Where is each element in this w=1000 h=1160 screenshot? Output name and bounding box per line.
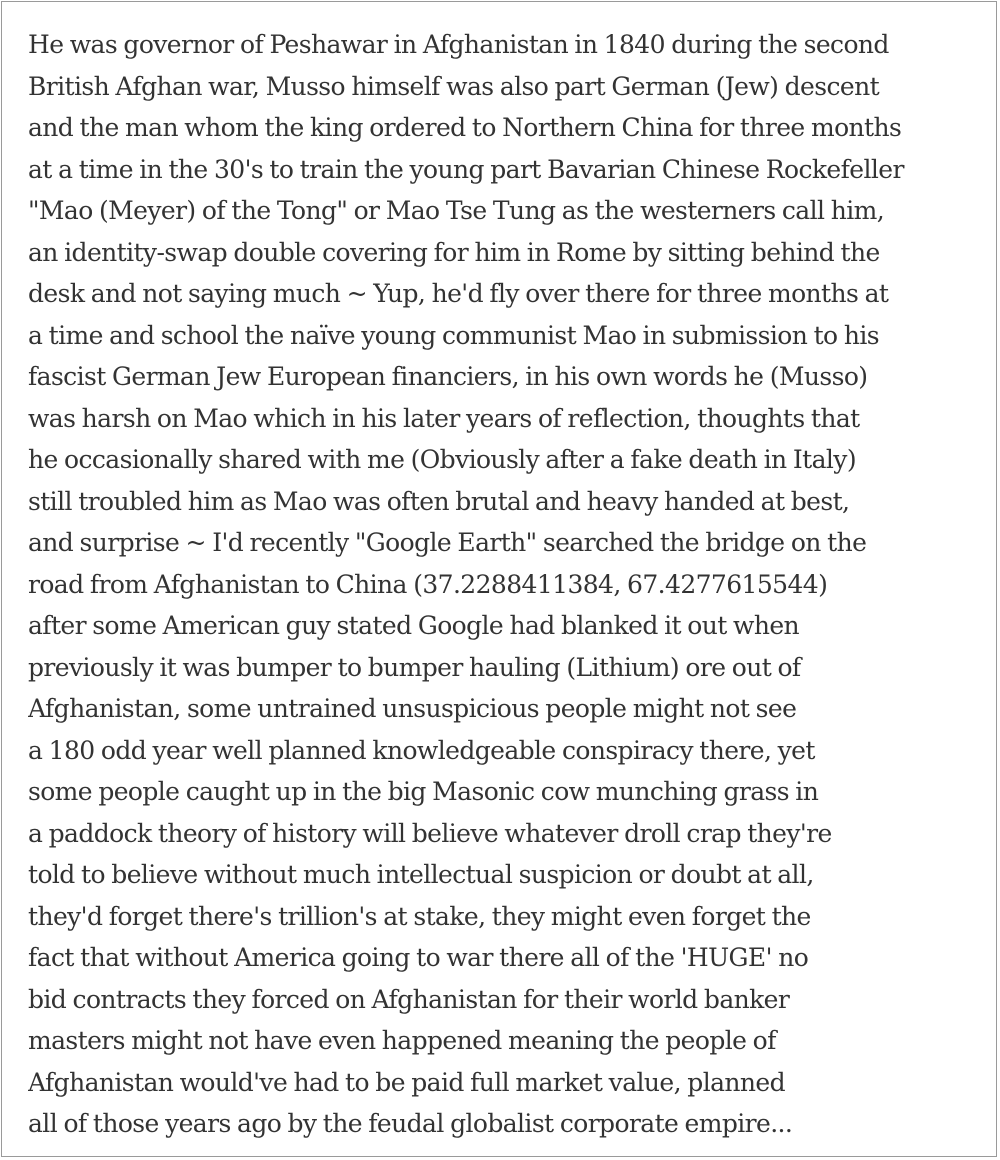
text-line: Afghanistan would've had to be paid full market value, planned (28, 1067, 785, 1097)
text-line: Afghanistan, some untrained unsuspicious people might not see (28, 694, 797, 723)
text-line: a paddock theory of history will believe whatever droll crap they're (28, 818, 832, 848)
text-line: after some American guy stated Google had blanked it out when (28, 611, 800, 640)
text-line: bid contracts they forced on Afghanistan for their world banker (28, 984, 790, 1014)
comment-box (1, 1, 997, 1157)
text-line: British Afghan war, Musso himself was also part German (Jew) descent (28, 71, 880, 101)
text-line: told to believe without much intellectual suspicion or doubt at all, (28, 860, 814, 889)
text-line: they'd forget there's trillion's at stake, they might even forget the (28, 901, 811, 931)
text-line: still troubled him as Mao was often brutal and heavy handed at best, (28, 486, 850, 516)
text-line: road from Afghanistan to China (37.2288411384, 67.4277615544) (28, 569, 828, 599)
text-line: a time and school the naïve young communist Mao in submission to his (28, 320, 879, 350)
text-line: "Mao (Meyer) of the Tong" or Mao Tse Tung as the westerners call him, (28, 196, 885, 225)
text-line: at a time in the 30's to train the young part Bavarian Chinese Rockefeller (28, 154, 904, 184)
text-line: an identity-swap double covering for him in Rome by sitting behind the (28, 237, 880, 267)
text-line: fact that without America going to war there all of the 'HUGE' no (28, 943, 809, 972)
text-line: and the man whom the king ordered to Northern China for three months (28, 113, 902, 142)
text-line: he occasionally shared with me (Obviously after a fake death in Italy) (28, 445, 856, 474)
text-line: fascist German Jew European financiers, in his own words he (Musso) (28, 362, 868, 391)
text-line: all of those years ago by the feudal globalist corporate empire... (28, 1109, 793, 1138)
text-line: masters might not have even happened meaning the people of (28, 1026, 776, 1055)
text-line: a 180 odd year well planned knowledgeable conspiracy there, yet (28, 735, 815, 765)
text-line: previously it was bumper to bumper hauling (Lithium) ore out of (28, 652, 801, 682)
text-line: some people caught up in the big Masonic cow munching grass in (28, 777, 819, 806)
text-line: desk and not saying much ~ Yup, he'd fly over there for three months at (28, 279, 889, 308)
text-line: and surprise ~ I'd recently "Google Earth" searched the bridge on the (28, 528, 867, 557)
text-line: was harsh on Mao which in his later years of reflection, thoughts that (28, 403, 860, 433)
comment-text (28, 24, 994, 1145)
text-line: He was governor of Peshawar in Afghanistan in 1840 during the second (28, 30, 889, 59)
